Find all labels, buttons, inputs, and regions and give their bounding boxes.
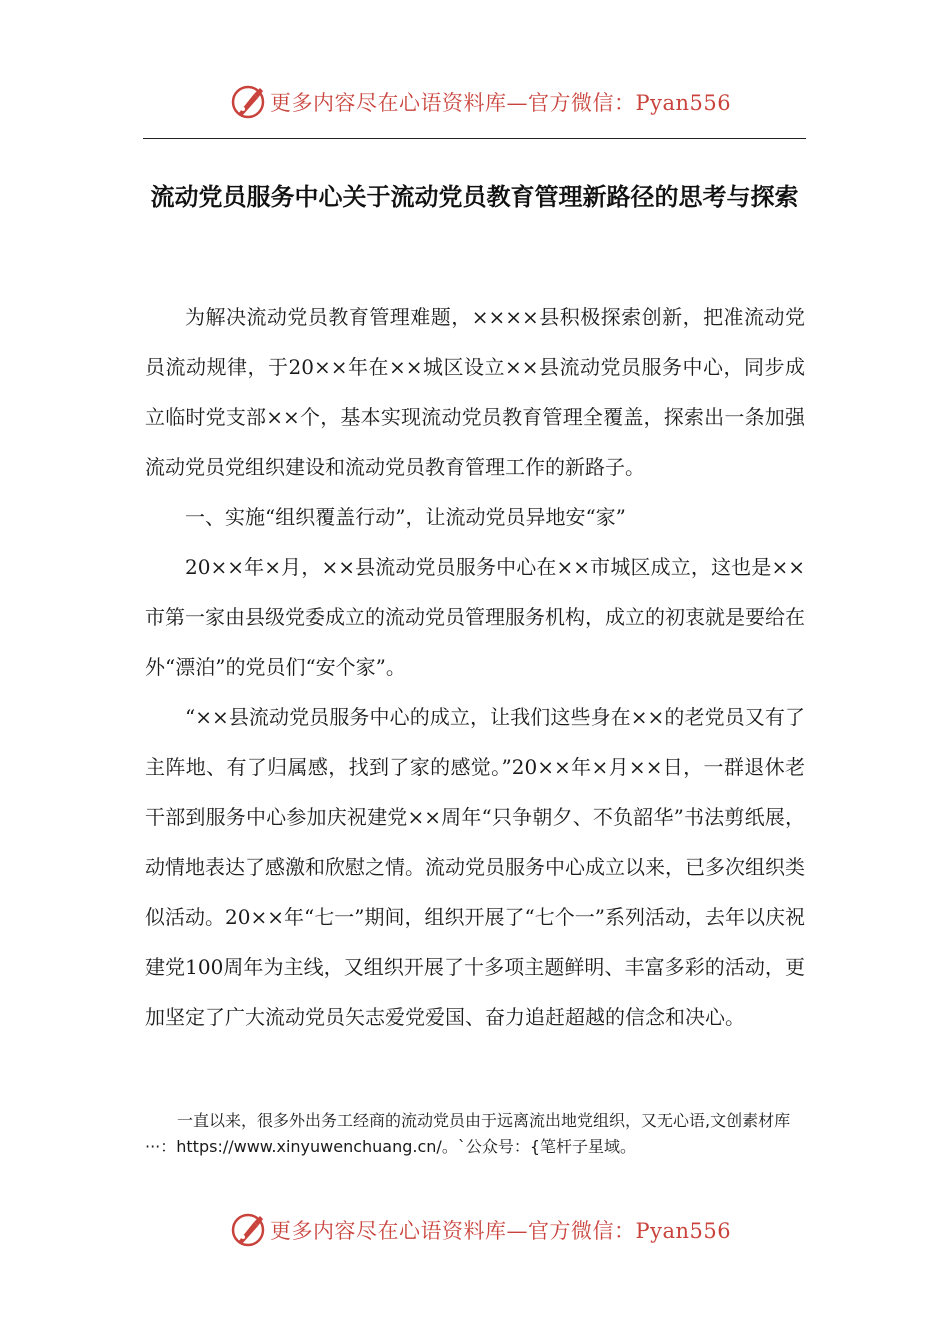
header-banner [230, 82, 750, 122]
document-body [145, 292, 805, 1042]
footnote-text: 一直以来，很多外出务工经商的流动党员由于远离流出地党组织，又无心语,文创素材库···：https://www.xinyuwenchuang.cn/。`公众号：{笔杆子星域。 [145, 1111, 791, 1156]
document-title: 流动党员服务中心关于流动党员教育管理新路径的思考与探索 [150, 182, 799, 211]
paragraph: “××县流动党员服务中心的成立，让我们这些身在××的老党员又有了主阵地、有了归属感，找到了家的感觉。”20××年×月××日，一群退休老干部到服务中心参加庆祝建党××周年“只争朝夕、不负韶华”书法剪纸展，动情地表达了感激和欣慰之情。流动党员服务中心成立以来，已多次组织类似活动。20××年“七一”期间，组织开展了“七个一”系列活动，去年以庆祝建党100周年为主线，又组织开展了十多项主题鲜明、丰富多彩的活动，更加坚定了广大流动党员矢志爱党爱国、奋力追赶超越的信念和决心。 [145, 705, 805, 1029]
pen-nib-logo-icon [230, 84, 266, 120]
footnote-block [145, 1108, 805, 1160]
pen-nib-logo-icon [230, 1212, 266, 1248]
paragraph: 为解决流动党员教育管理难题，××××县积极探索创新，把准流动党员流动规律，于20××年在××城区设立××县流动党员服务中心，同步成立临时党支部××个，基本实现流动党员教育管理全覆盖，探索出一条加强流动党员党组织建设和流动党员教育管理工作的新路子。 [145, 305, 805, 479]
header-divider [143, 138, 806, 139]
paragraph: 20××年×月，××县流动党员服务中心在××市城区成立，这也是××市第一家由县级党委成立的流动党员管理服务机构，成立的初衷就是要给在外“漂泊”的党员们“安个家”。 [145, 555, 805, 679]
section-heading: 一、实施“组织覆盖行动”，让流动党员异地安“家” [185, 505, 626, 529]
header-banner-text: 更多内容尽在心语资料库—官方微信：Pyan556 [270, 91, 732, 115]
footer-banner [230, 1210, 750, 1250]
footer-banner-text: 更多内容尽在心语资料库—官方微信：Pyan556 [270, 1219, 732, 1243]
